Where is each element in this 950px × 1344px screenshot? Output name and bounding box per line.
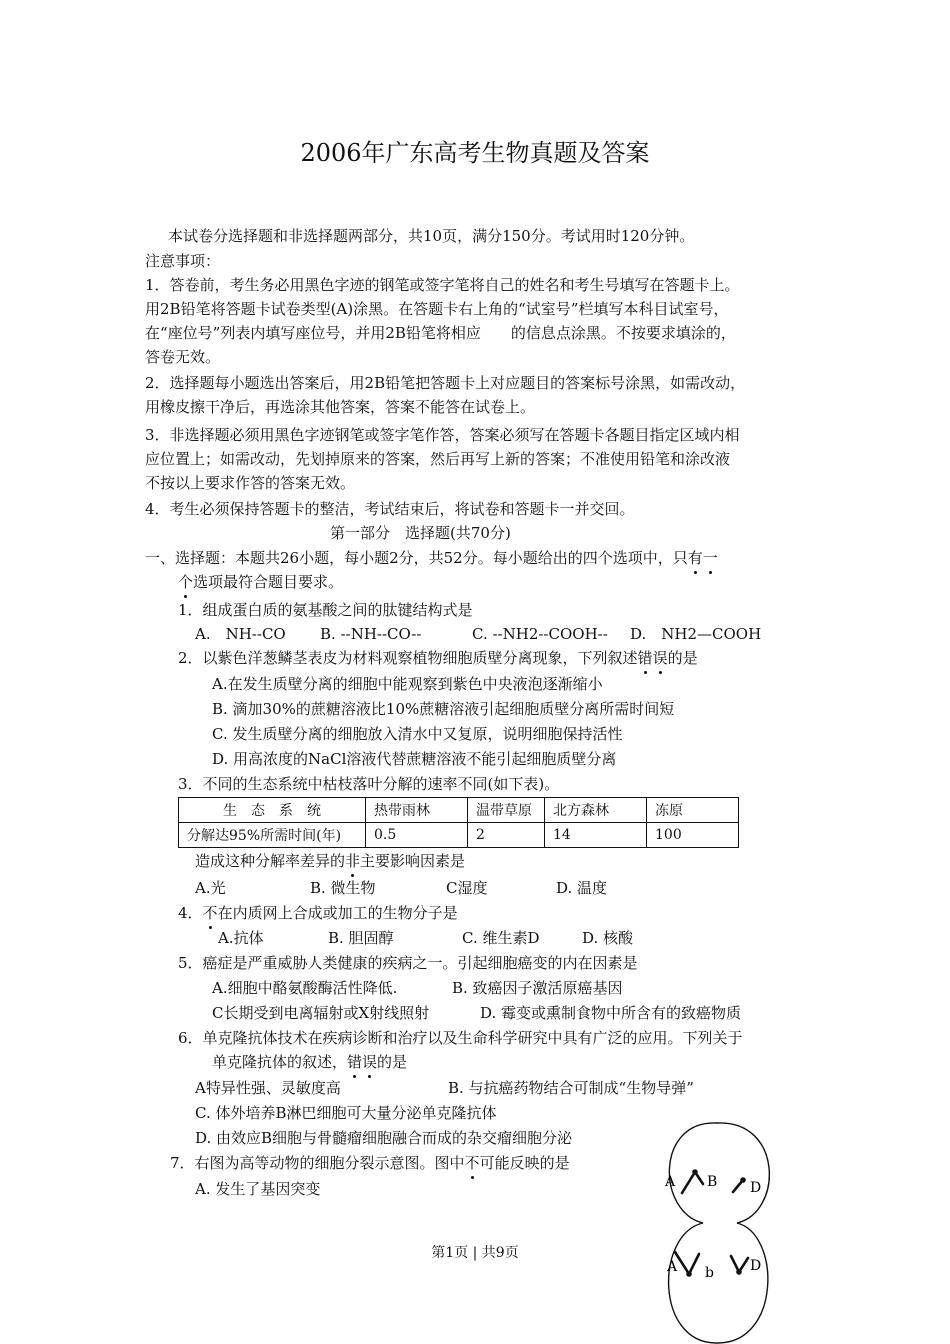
table-row — [179, 798, 739, 823]
question-6-option-b: B. 与抗癌药物结合可制成“生物导弹” — [448, 1079, 694, 1097]
decomposition-table — [178, 797, 739, 848]
table-row — [179, 823, 739, 848]
table-header-cell: 北方森林 — [545, 798, 647, 823]
question-5-stem: 5．癌症是严重威胁人类健康的疾病之一。引起细胞癌变的内在因素是 — [178, 954, 638, 972]
emphasis-char: 非 — [345, 852, 361, 870]
notice-line: 不按以上要求作答的答案无效。 — [145, 474, 356, 492]
question-1-stem: 1．组成蛋白质的氨基酸之间的肽键结构式是 — [178, 601, 473, 619]
question-4-option-d: D. 核酸 — [582, 929, 634, 947]
question-3-option-a: A.光 — [195, 879, 226, 897]
question-6-stem: 6．单克隆抗体技术在疾病诊断和治疗以及生命科学研究中具有广泛的应用。下列关于 — [178, 1029, 743, 1047]
table-header-cell: 热带雨林 — [366, 798, 468, 823]
emphasis-char: 有 — [687, 549, 703, 567]
emphasis-char: 错 — [637, 649, 653, 667]
notice-line: 用2B铅笔将答题卡试卷类型(A)涂黑。在答题卡右上角的“试室号”栏填写本科目试室号， — [145, 300, 729, 318]
table-cell: 0.5 — [366, 823, 468, 848]
notice-line: 3．非选择题必须用黑色字迹钢笔或签字笔作答，答案必须写在答题卡各题目指定区域内相 — [145, 426, 740, 444]
question-3-stem: 3．不同的生态系统中枯枝落叶分解的速率不同(如下表)。 — [178, 775, 560, 793]
question-3-option-c: C湿度 — [446, 879, 488, 897]
notice-line: 在“座位号”列表内填写座位号，并用2B铅笔将相应 的信息点涂黑。不按要求填涂的， — [145, 324, 736, 342]
upper-label-b: B — [707, 1174, 718, 1190]
question-4-stem: 4．不在内质网上合成或加工的生物分子是 — [178, 904, 458, 922]
question-2-option-b: B. 滴加30%的蔗糖溶液比10%蔗糖溶液引起细胞质壁分离所需时间短 — [212, 700, 675, 718]
notice-line: 答卷无效。 — [145, 348, 221, 366]
emphasis-char: 一 — [702, 549, 718, 567]
table-cell: 100 — [647, 823, 739, 848]
emphasis-char: 误 — [652, 649, 668, 667]
lower-label-d: D — [750, 1258, 762, 1274]
question-7-stem: 7．右图为高等动物的细胞分裂示意图。图中不可能反映的是 — [170, 1154, 570, 1172]
table-header-cell: 冻原 — [647, 798, 739, 823]
emphasis-char: 不 — [202, 904, 218, 922]
table-cell: 14 — [545, 823, 647, 848]
lower-label-a: A — [667, 1259, 678, 1275]
table-cell: 分解达95%所需时间(年) — [179, 823, 366, 848]
question-2-stem: 2．以紫色洋葱鳞茎表皮为材料观察植物细胞质壁分离现象，下列叙述错误的是 — [178, 649, 698, 667]
table-header-cell: 生 态 系 统 — [179, 798, 366, 823]
question-5-option-c: C长期受到电离辐射或X射线照射 — [212, 1004, 430, 1022]
notice-line: 用橡皮擦干净后，再选涂其他答案，答案不能答在试卷上。 — [145, 398, 536, 416]
notice-heading: 注意事项： — [145, 252, 221, 270]
question-4-option-a: A.抗体 — [218, 929, 264, 947]
question-1-option-a: A. NH--CO — [195, 625, 286, 643]
emphasis-char: 错 — [347, 1053, 363, 1071]
question-5-option-b: B. 致癌因子激活原癌基因 — [452, 979, 623, 997]
question-2-option-a: A.在发生质壁分离的细胞中能观察到紫色中央液泡逐渐缩小 — [212, 675, 603, 693]
question-5-option-a: A.细胞中酪氨酸酶活性降低. — [212, 979, 398, 997]
section-instruction-cont: 个选项最符合题目要求。 — [178, 573, 344, 591]
question-6-option-d: D. 由效应B细胞与骨髓瘤细胞融合而成的杂交瘤细胞分泌 — [195, 1129, 573, 1147]
question-6-stem-cont: 单克隆抗体的叙述，错误的是 — [212, 1053, 408, 1071]
question-6-option-a: A特异性强、灵敏度高 — [195, 1079, 341, 1097]
question-1-option-b: B. --NH--CO-- — [320, 625, 422, 643]
question-3-option-b: B. 微生物 — [310, 879, 376, 897]
upper-label-a: A — [665, 1174, 676, 1190]
lower-label-b: b — [705, 1265, 714, 1281]
page-title: 2006年广东高考生物真题及答案 — [300, 139, 650, 167]
page-footer: 第1页 | 共9页 — [431, 1245, 519, 1261]
table-header-cell: 温带草原 — [468, 798, 545, 823]
section-instruction: 一、选择题：本题共26小题，每小题2分，共52分。每小题给出的四个选项中，只有一 — [145, 549, 718, 567]
question-7-option-a: A. 发生了基因突变 — [195, 1180, 321, 1198]
question-1-option-c: C. --NH2--COOH-- — [472, 625, 608, 643]
question-6-option-c: C. 体外培养B淋巴细胞可大量分泌单克隆抗体 — [195, 1104, 497, 1122]
lower-centromeres — [686, 1269, 742, 1277]
question-2-option-c: C. 发生质壁分离的细胞放入清水中又复原，说明细胞保持活性 — [212, 725, 623, 743]
question-1-option-d: D. NH2—COOH — [630, 625, 762, 643]
notice-line: 1．答卷前，考生务必用黑色字迹的钢笔或签字笔将自己的姓名和考生号填写在答题卡上。 — [145, 276, 740, 294]
intro-text: 本试卷分选择题和非选择题两部分，共10页，满分150分。考试用时120分钟。 — [168, 227, 695, 245]
question-3-option-d: D. 温度 — [556, 879, 608, 897]
emphasis-char: 个 — [178, 573, 194, 591]
notice-line: 2．选择题每小题选出答案后，用2B铅笔把答题卡上对应题目的答案标号涂黑，如需改动， — [145, 374, 746, 392]
emphasis-char: 不 — [464, 1154, 480, 1172]
part-heading: 第一部分 选择题(共70分) — [330, 524, 511, 542]
emphasis-char: 误 — [362, 1053, 378, 1071]
cell-membrane-outline — [669, 1123, 770, 1343]
table-cell: 2 — [468, 823, 545, 848]
question-5-option-d: D. 霉变或熏制食物中所含有的致癌物质 — [480, 1004, 742, 1022]
cell-division-diagram — [655, 1122, 785, 1344]
upper-label-d: D — [750, 1180, 762, 1196]
question-4-option-b: B. 胆固醇 — [328, 929, 394, 947]
question-2-option-d: D. 用高浓度的NaCl溶液代替蔗糖溶液不能引起细胞质壁分离 — [212, 750, 617, 768]
notice-line: 应位置上；如需改动，先划掉原来的答案，然后再写上新的答案；不准使用铅笔和涂改液 — [145, 450, 731, 468]
question-3-followup: 造成这种分解率差异的非主要影响因素是 — [195, 852, 466, 870]
notice-line: 4．考生必须保持答题卡的整洁，考试结束后，将试卷和答题卡一并交回。 — [145, 500, 635, 518]
question-4-option-c: C. 维生素D — [462, 929, 540, 947]
